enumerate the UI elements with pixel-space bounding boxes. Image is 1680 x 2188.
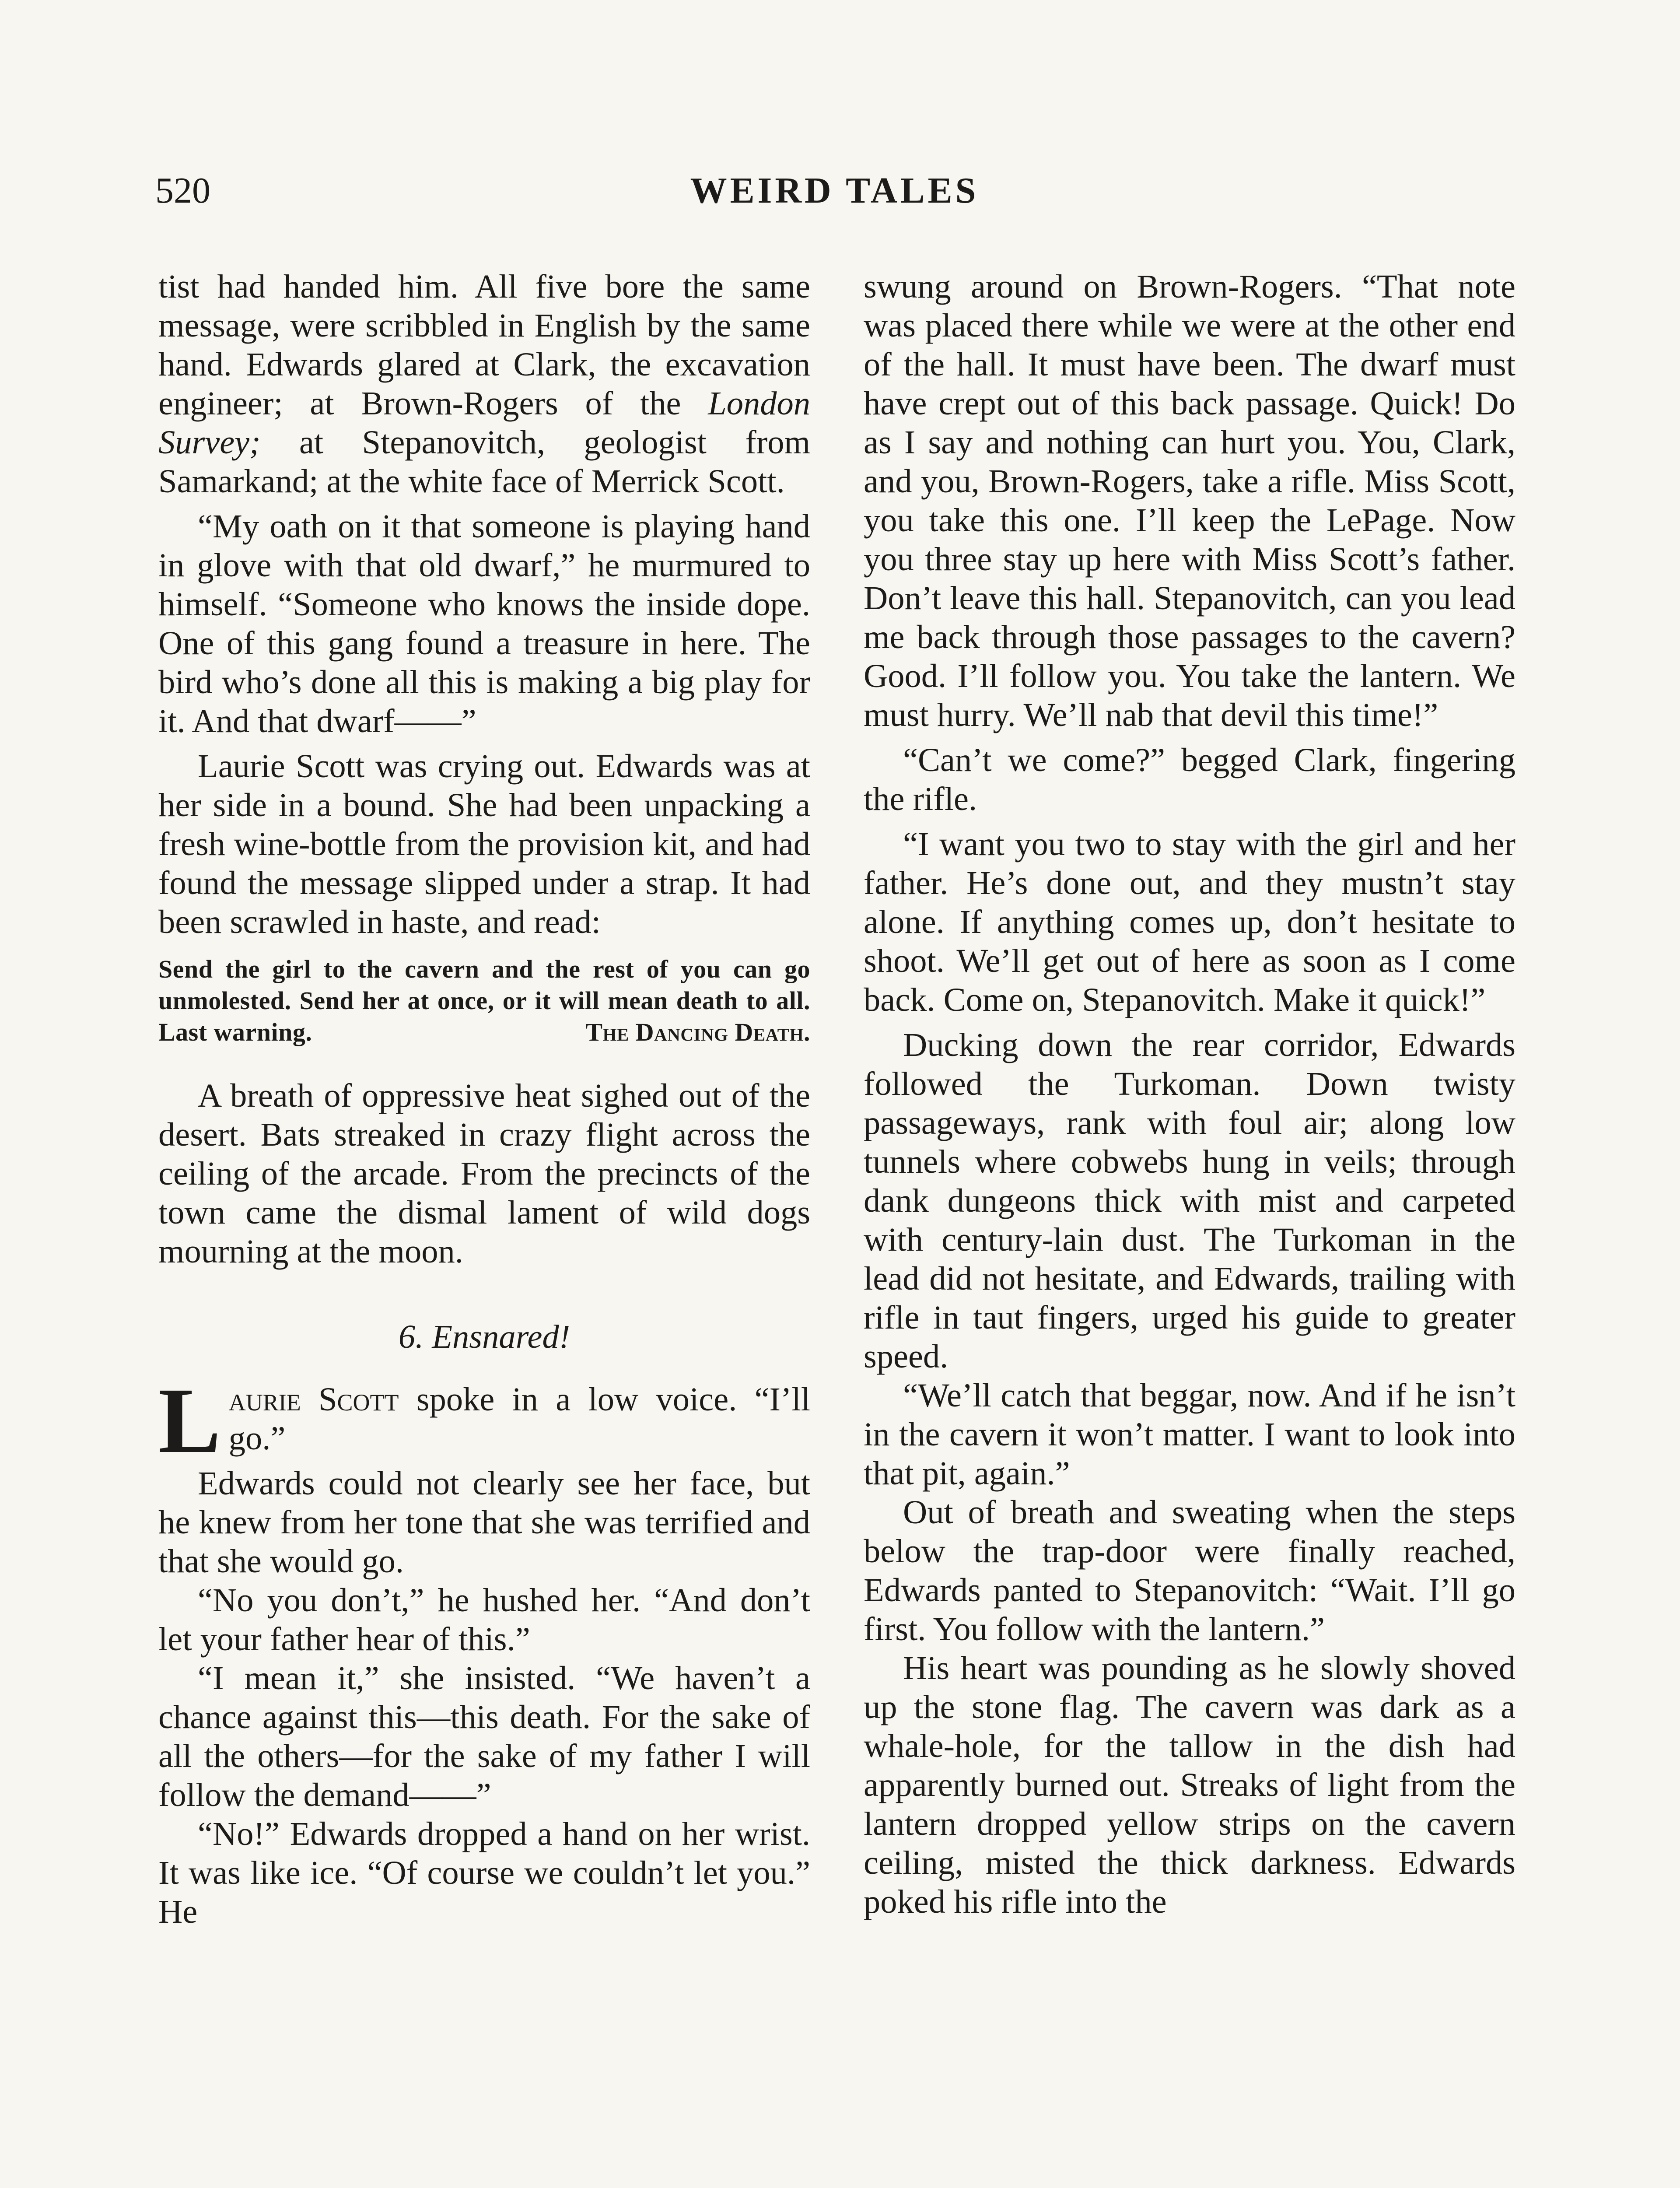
paragraph: His heart was pounding as he slowly shoved up the stone flag. The cavern was dark as a whale-hole, for the tallow in the dish had apparently burned out. Streaks of light from the lantern dropped yellow strips on the cavern ceiling, misted the thick darkness. Edwards poked his rifle into the — [864, 1649, 1516, 1920]
paragraph: Ducking down the rear corridor, Edwards followed the Turkoman. Down twisty passageways, rank with foul air; along low tunnels where cobwebs hung in veils; through dank dungeons thick with mist and carpeted with century-lain dust. The Turkoman in the lead did not hesitate, and Edwards, trailing with rifle in taut fingers, urged his guide to greater speed. — [864, 1026, 1516, 1375]
paragraph: A breath of oppressive heat sighed out of the desert. Bats streaked in crazy flight across the ceiling of the arcade. From the precincts of the town came the dismal lament of wild dogs mourning at the moon. — [158, 1077, 810, 1270]
paragraph: tist had handed him. All five bore the same message, were scribbled in English by the same hand. Edwards glared at Clark, the excavation engineer; at Brown-Rogers of the London Survey; at Stepanovitch, geologist from Samarkand; at the white face of Merrick Scott. — [158, 268, 811, 500]
paragraph: “We’ll catch that beggar, now. And if he isn’t in the cavern it won’t matter. I want to look into that pit, again.” — [864, 1377, 1516, 1492]
paragraph: “No you don’t,” he hushed her. “And don’t let your father hear of this.” — [158, 1581, 810, 1658]
page-number: 520 — [155, 170, 210, 211]
notice-signature: The Dancing Death. — [585, 1018, 810, 1046]
paragraph: “I mean it,” she insisted. “We haven’t a chance against this—this death. For the sake of all the others—for the sake of my father I will follow the demand——” — [158, 1659, 810, 1813]
paragraph: Laurie Scott was crying out. Edwards was at her side in a bound. She had been unpacking a fresh wine-bottle from the provision kit, and had found the message slipped under a strap. It had been scrawled in haste, and read: — [158, 747, 810, 940]
paragraph: “Can’t we come?” begged Clark, fingering the rifle. — [864, 741, 1516, 817]
drop-cap: L — [158, 1369, 221, 1473]
right-column — [864, 267, 1516, 1921]
threat-note — [158, 954, 810, 1048]
notice-text: Send the girl to the cavern and the rest of you can go unmolested. Send her at once, or it will mean death to all. Last warning. — [158, 955, 810, 1046]
paragraph: “I want you two to stay with the girl and her father. He’s done out, and they mustn’t stay alone. If anything comes up, don’t hesitate to shoot. We’ll get out of here as soon as I come back. Come on, Stepanovitch. Make it quick!” — [864, 825, 1516, 1018]
paragraph: Edwards could not clearly see her face, but he knew from her tone that she was terrified and that she would go. — [158, 1465, 810, 1580]
paragraph: swung around on Brown-Rogers. “That note was placed there while we were at the other end of the hall. It must have been. The dwarf must have crept out of this back passage. Quick! Do as I say and nothing can hurt you. You, Clark, and you, Brown-Rogers, take a rifle. Miss Scott, you take this one. I’ll keep the LePage. Now you three stay up here with Miss Scott’s father. Don’t leave this hall. Stepanovitch, can you lead me back through those passages to the cavern? Good. I’ll follow you. You take the lantern. We must hurry. We’ll nab that devil this time!” — [864, 268, 1516, 733]
running-title: WEIRD TALES — [690, 170, 979, 211]
page-header — [155, 163, 1514, 220]
section-heading: 6. Ensnared! — [398, 1318, 570, 1355]
paragraph: Laurie Scott spoke in a low voice. “I’ll go.” — [158, 1369, 810, 1473]
paragraph: “My oath on it that someone is playing hand in glove with that old dwarf,” he murmured to himself. “Someone who knows the inside dope. One of this gang found a treasure in here. The bird who’s done all this is making a big play for it. And that dwarf——” — [158, 508, 810, 740]
paragraph: “No!” Edwards dropped a hand on her wrist. It was like ice. “Of course we couldn’t let you.” He — [158, 1815, 810, 1930]
paragraph: Out of breath and sweating when the steps below the trap-door were finally reached, Edwards panted to Stepanovitch: “Wait. I’ll go first. You follow with the lantern.” — [864, 1494, 1516, 1648]
left-column — [158, 267, 810, 1931]
